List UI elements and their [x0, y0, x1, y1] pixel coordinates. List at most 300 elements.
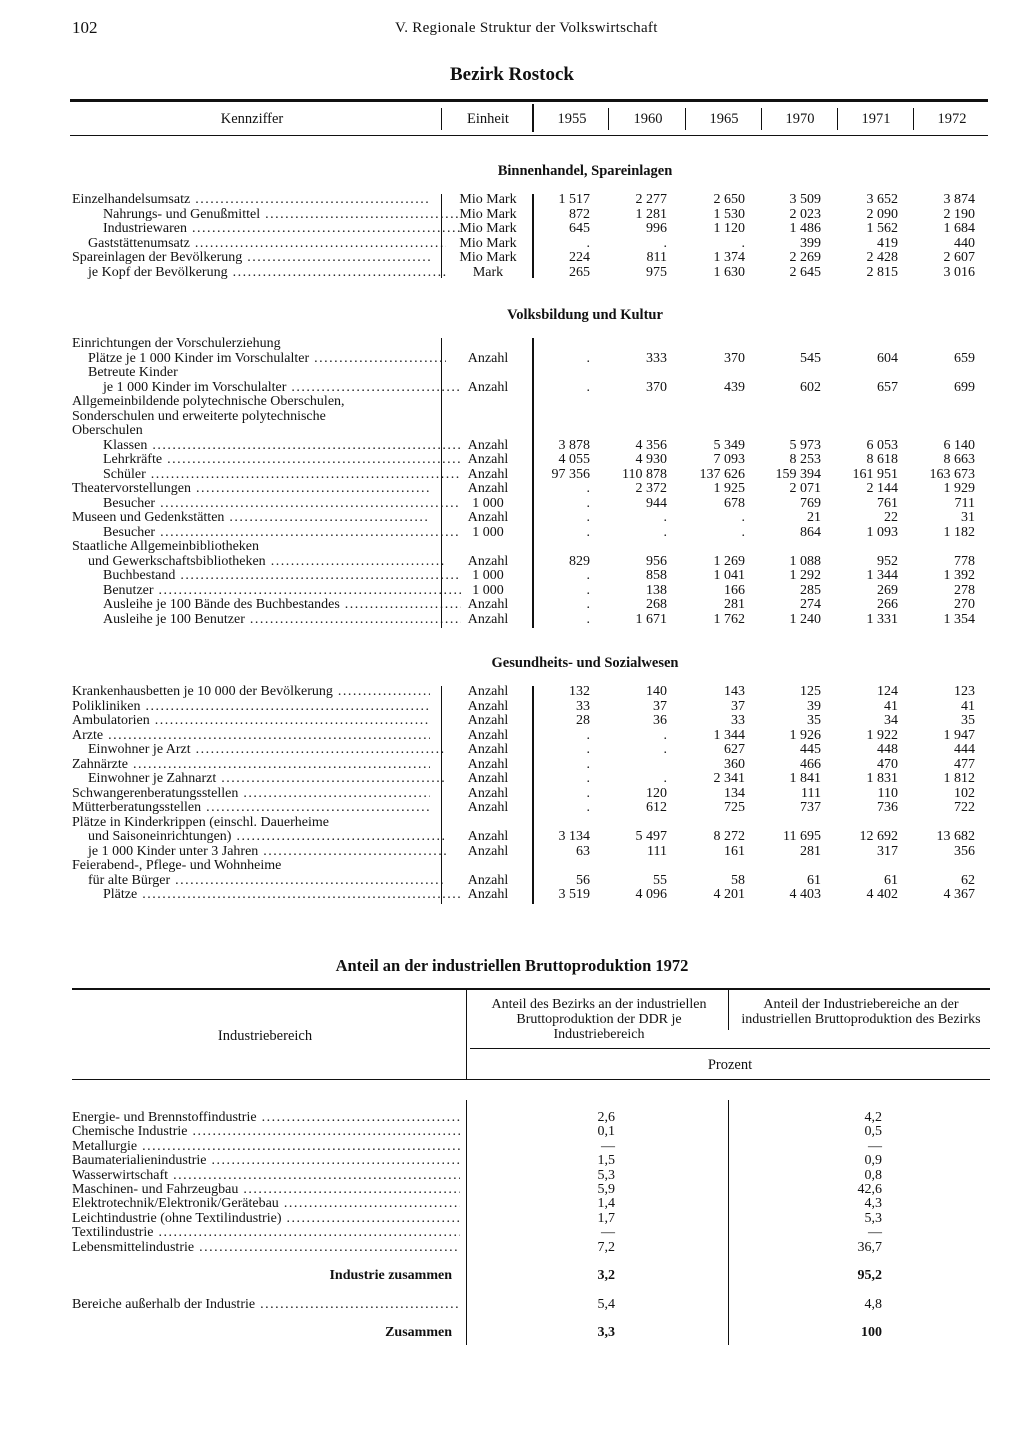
table-row	[0, 874, 1024, 889]
row-value: 1 530	[713, 206, 745, 222]
row-value: .	[663, 727, 667, 743]
table-row	[0, 453, 1024, 468]
header-1965: 1965	[709, 111, 739, 127]
row-value: 110	[877, 785, 898, 801]
table-row	[0, 613, 1024, 628]
row-value-a: 5,3	[597, 1167, 615, 1183]
row-value: 120	[646, 785, 667, 801]
table-row	[0, 888, 1024, 903]
table-row	[0, 540, 1024, 555]
header-divider	[685, 108, 686, 130]
row-label: Zahnärzte .....	[72, 758, 430, 773]
row-value: 61	[807, 872, 821, 888]
row-value: .	[663, 235, 667, 251]
row-value: 5 973	[789, 437, 821, 453]
row-value: .	[586, 481, 590, 496]
row-value: 3 652	[866, 192, 898, 207]
row-label: Mütterberatungsstellen .....	[72, 801, 430, 816]
table-row	[0, 685, 1024, 700]
row-value: 1 926	[789, 727, 821, 743]
row-unit: Anzahl	[467, 887, 509, 902]
row-value: 1 344	[866, 568, 898, 583]
row-value: 477	[954, 756, 975, 772]
row-value-a: 2,6	[597, 1110, 615, 1125]
row-unit: Anzahl	[467, 350, 509, 366]
row-label: Buchbestand .....	[72, 569, 461, 584]
row-value: 125	[800, 684, 821, 699]
row-value: 2 607	[943, 250, 975, 265]
row-value: 5 497	[635, 829, 667, 844]
row-label: Leichtindustrie (ohne Textilindustrie) .....	[72, 1212, 460, 1226]
row-unit: Anzahl	[467, 829, 509, 844]
row-value: 4 201	[713, 887, 745, 902]
row-value: 4 930	[635, 452, 667, 467]
table-row	[0, 714, 1024, 729]
row-value: 1 182	[943, 524, 975, 540]
row-value: 8 272	[713, 829, 745, 844]
row-unit: Anzahl	[467, 785, 509, 801]
table-row	[0, 266, 1024, 281]
table-row	[0, 1298, 1024, 1312]
row-value-b: —	[868, 1138, 882, 1154]
header-divider	[761, 108, 762, 130]
row-unit: Anzahl	[467, 742, 509, 757]
row-value: .	[586, 510, 590, 525]
row-value: .	[586, 611, 590, 627]
table2-top-rule	[72, 988, 990, 990]
table-row	[0, 772, 1024, 787]
row-value: 1 392	[943, 568, 975, 583]
row-value-b: 0,5	[864, 1124, 882, 1140]
row-value-b: 0,8	[864, 1167, 882, 1183]
table-row	[0, 1326, 1024, 1340]
row-value: 1 517	[558, 192, 590, 207]
table-row	[0, 1111, 1024, 1125]
row-value: 722	[954, 800, 975, 815]
row-label: Ausleihe je 100 Bände des Buchbestandes .....	[72, 598, 461, 613]
header-1970: 1970	[785, 111, 815, 127]
table-row	[0, 787, 1024, 802]
row-value: 699	[954, 379, 975, 395]
row-value: 470	[877, 756, 898, 772]
row-value: 317	[877, 843, 898, 859]
row-value: 123	[954, 684, 975, 699]
row-label: Oberschulen	[72, 424, 143, 438]
row-value-b: 36,7	[857, 1239, 882, 1255]
table-row	[0, 482, 1024, 497]
row-value: 268	[646, 597, 667, 612]
table-row	[0, 1140, 1024, 1154]
row-label: Elektrotechnik/Elektronik/Gerätebau .....	[72, 1197, 460, 1211]
row-value: 28	[576, 713, 590, 728]
row-value-a: 1,7	[597, 1210, 615, 1226]
row-label: Energie- und Brennstoffindustrie .....	[72, 1111, 460, 1125]
row-label: Sonderschulen und erweiterte polytechnische	[72, 409, 326, 424]
row-label: Nahrungs- und Genußmittel .....	[72, 208, 461, 223]
row-value-a: 3,3	[597, 1325, 615, 1340]
row-label: Staatliche Allgemeinbibliotheken	[72, 540, 260, 554]
row-unit: Anzahl	[467, 379, 509, 395]
row-value: .	[586, 742, 590, 757]
table1-top-rule	[70, 99, 988, 102]
row-value: 1 331	[866, 611, 898, 627]
row-value: 11 695	[783, 829, 821, 844]
row-value: 138	[646, 582, 667, 598]
row-value: 439	[724, 379, 745, 395]
row-value: 1 947	[943, 727, 975, 743]
row-value-b: 0,9	[864, 1153, 882, 1169]
row-value: 612	[646, 800, 667, 815]
row-value: 333	[646, 350, 667, 366]
row-unit: Anzahl	[467, 872, 509, 888]
row-value: 1 812	[943, 771, 975, 786]
row-value: 1 929	[943, 481, 975, 496]
row-value-b: 100	[861, 1325, 882, 1340]
row-unit: Mio Mark	[459, 221, 517, 236]
header-divider	[441, 108, 442, 130]
row-value: 356	[954, 843, 975, 859]
row-value: 2 341	[713, 771, 745, 786]
section-title-volksbildung: Volksbildung und Kultur	[507, 307, 663, 323]
row-value: 281	[724, 597, 745, 612]
row-unit: Anzahl	[467, 510, 509, 525]
row-label: Industrie zusammen	[329, 1269, 452, 1283]
row-value: 2 372	[635, 481, 667, 496]
row-unit: Anzahl	[467, 452, 509, 467]
row-value: 161 951	[852, 466, 898, 482]
row-unit: Anzahl	[467, 800, 509, 815]
row-value: 5 349	[713, 437, 745, 453]
row-value: 1 120	[713, 221, 745, 236]
row-value-a: —	[601, 1225, 615, 1241]
row-value: 6 140	[943, 437, 975, 453]
row-value-a: 0,1	[597, 1124, 615, 1140]
row-value: 3 874	[943, 192, 975, 207]
row-value: .	[586, 800, 590, 815]
row-value: 132	[569, 684, 590, 699]
row-value: 645	[569, 221, 590, 236]
row-label: und Saisoneinrichtungen) .....	[72, 830, 446, 845]
row-value: 2 277	[635, 192, 667, 207]
row-label: Metallurgie .....	[72, 1140, 460, 1154]
row-value-a: 5,4	[597, 1297, 615, 1312]
table-row	[0, 352, 1024, 367]
row-label: Polikliniken .....	[72, 700, 430, 715]
section-binnenhandel-rows	[0, 193, 1024, 280]
table-row	[0, 859, 1024, 874]
table2-other	[0, 1298, 1024, 1312]
row-label: Feierabend-, Pflege- und Wohnheime	[72, 859, 282, 873]
row-value: 143	[724, 684, 745, 699]
row-unit: Mio Mark	[459, 250, 517, 265]
table-row	[0, 555, 1024, 570]
row-unit: Anzahl	[467, 843, 509, 859]
row-value-b: 4,3	[864, 1196, 882, 1212]
row-value: 35	[961, 713, 975, 728]
row-value: 1 269	[713, 553, 745, 569]
row-value: 2 144	[866, 481, 898, 496]
row-value: 36	[653, 713, 667, 728]
row-value: 137 626	[699, 466, 745, 482]
column-divider	[532, 686, 534, 904]
table2-rows	[0, 1111, 1024, 1255]
header-divider	[608, 108, 609, 130]
row-value: 2 190	[943, 206, 975, 222]
row-value: 769	[800, 495, 821, 511]
row-value: 7 093	[713, 452, 745, 467]
row-label: Schüler .....	[72, 468, 461, 483]
row-value: 124	[877, 684, 898, 699]
row-value-a: 1,5	[597, 1153, 615, 1169]
row-label: Betreute Kinder	[88, 366, 178, 380]
table-row	[0, 584, 1024, 599]
row-label: Baumaterialienindustrie .....	[72, 1154, 460, 1168]
row-unit: Anzahl	[467, 553, 509, 569]
row-value: 35	[807, 713, 821, 728]
row-unit: Anzahl	[467, 771, 509, 786]
table1-header-rule	[70, 135, 988, 136]
row-value: 62	[961, 872, 975, 888]
row-value: 1 630	[713, 264, 745, 280]
row-value: .	[741, 510, 745, 525]
row-value: 448	[877, 742, 898, 757]
row-value: 678	[724, 495, 745, 511]
row-value: 41	[884, 698, 898, 714]
row-value: 4 096	[635, 887, 667, 902]
row-label: Einzelhandelsumsatz .....	[72, 193, 430, 208]
row-label: Klassen .....	[72, 439, 461, 454]
header-1955: 1955	[557, 111, 587, 127]
table-row	[0, 801, 1024, 816]
row-value: 2 090	[866, 206, 898, 222]
table-row	[0, 1197, 1024, 1211]
table-row	[0, 395, 1024, 410]
row-label: für alte Bürger .....	[72, 874, 446, 889]
row-value: .	[663, 742, 667, 757]
row-value: 111	[647, 843, 667, 859]
row-value: 2 428	[866, 250, 898, 265]
row-value: .	[741, 235, 745, 251]
row-value: 811	[646, 250, 667, 265]
row-label: Maschinen- und Fahrzeugbau .....	[72, 1183, 460, 1197]
row-label: Museen und Gedenkstätten .....	[72, 511, 430, 526]
row-value: 3 519	[558, 887, 590, 902]
row-value: 872	[569, 206, 590, 222]
table-row	[0, 700, 1024, 715]
row-label: Industriewaren .....	[72, 222, 461, 237]
row-value: .	[586, 582, 590, 598]
row-value: 2 650	[713, 192, 745, 207]
row-unit: 1 000	[472, 582, 504, 598]
row-value: 33	[731, 713, 745, 728]
row-value: 419	[877, 235, 898, 251]
row-label: Besucher .....	[72, 526, 461, 541]
row-label: Ambulatorien .....	[72, 714, 430, 729]
row-label: Besucher .....	[72, 497, 461, 512]
table-row	[0, 381, 1024, 396]
row-label: Gaststättenumsatz .....	[72, 237, 446, 252]
table-row	[0, 222, 1024, 237]
row-label: Wasserwirtschaft .....	[72, 1169, 460, 1183]
table-row	[0, 1183, 1024, 1197]
table2-subtotal	[0, 1269, 1024, 1283]
row-value: 399	[800, 235, 821, 251]
row-unit: Anzahl	[467, 727, 509, 743]
row-value: 1 088	[789, 553, 821, 569]
row-value: .	[586, 727, 590, 743]
row-value: 952	[877, 553, 898, 569]
row-value-a: 7,2	[597, 1239, 615, 1255]
table-row	[0, 845, 1024, 860]
row-value: 102	[954, 785, 975, 801]
row-value: 545	[800, 350, 821, 366]
row-value: 445	[800, 742, 821, 757]
table-row	[0, 743, 1024, 758]
row-value: 370	[724, 350, 745, 366]
column-divider	[441, 686, 442, 904]
row-value-b: 42,6	[857, 1181, 882, 1197]
row-label: je 1 000 Kinder im Vorschulalter .....	[72, 381, 461, 396]
table-row	[0, 337, 1024, 352]
row-value: 110 878	[622, 466, 667, 482]
row-value: 266	[877, 597, 898, 612]
row-label: Einwohner je Arzt .....	[72, 743, 446, 758]
row-value: 1 671	[635, 611, 667, 627]
row-label: Spareinlagen der Bevölkerung .....	[72, 251, 430, 266]
row-value: 1 041	[713, 568, 745, 583]
row-label: Textilindustrie .....	[72, 1226, 460, 1240]
row-value: 3 509	[789, 192, 821, 207]
section-title-binnenhandel: Binnenhandel, Spareinlagen	[497, 163, 673, 179]
row-label: Allgemeinbildende polytechnische Oberschulen,	[72, 395, 345, 409]
row-value: 2 023	[789, 206, 821, 222]
row-value: 111	[801, 785, 821, 801]
row-value: 1 841	[789, 771, 821, 786]
table-row	[0, 1269, 1024, 1283]
header-1960: 1960	[633, 111, 663, 127]
row-value: 659	[954, 350, 975, 366]
table-row	[0, 1226, 1024, 1240]
row-unit: Anzahl	[467, 713, 509, 728]
row-unit: Mark	[472, 264, 504, 280]
table2-header-rule	[72, 1079, 990, 1080]
table2-header-industriebereich: Industriebereich	[217, 1028, 313, 1044]
row-value: 13 682	[936, 829, 975, 844]
row-value-a: 5,9	[597, 1181, 615, 1197]
row-value: 1 486	[789, 221, 821, 236]
row-value: 3 134	[558, 829, 590, 844]
row-unit: Anzahl	[467, 756, 509, 772]
row-value: 466	[800, 756, 821, 772]
row-value: 1 562	[866, 221, 898, 236]
row-value: 1 292	[789, 568, 821, 583]
header-kennziffer: Kennziffer	[220, 111, 284, 127]
row-value: 159 394	[775, 466, 821, 482]
row-value-a: 3,2	[597, 1268, 615, 1283]
row-value: 4 403	[789, 887, 821, 902]
row-value-a: —	[601, 1138, 615, 1154]
row-value: .	[586, 597, 590, 612]
row-value: .	[663, 524, 667, 540]
row-value: 22	[884, 510, 898, 525]
row-value: 1 684	[943, 221, 975, 236]
table-row	[0, 1125, 1024, 1139]
row-value: 37	[731, 698, 745, 714]
table2-divider	[466, 1049, 467, 1080]
row-value: 224	[569, 250, 590, 265]
page-title: Bezirk Rostock	[449, 64, 574, 85]
row-label: und Gewerkschaftsbibliotheken .....	[72, 555, 446, 570]
row-unit: Mio Mark	[459, 235, 517, 251]
row-label: Chemische Industrie .....	[72, 1125, 460, 1139]
table2-header-col-b: Anteil der Industriebereiche an der industriellen Bruttoproduktion des Bezirks	[741, 997, 981, 1027]
row-value: 34	[884, 713, 898, 728]
table-row	[0, 1241, 1024, 1255]
row-value: 166	[724, 582, 745, 598]
row-value: 21	[807, 510, 821, 525]
row-value: .	[586, 771, 590, 786]
row-unit: Anzahl	[467, 466, 509, 482]
row-value: 604	[877, 350, 898, 366]
row-label: Zusammen	[385, 1326, 452, 1340]
section-gesundheit-rows	[0, 685, 1024, 903]
row-value: 1 093	[866, 524, 898, 540]
row-value: 1 831	[866, 771, 898, 786]
table-row	[0, 511, 1024, 526]
table2-total	[0, 1326, 1024, 1340]
row-unit: Mio Mark	[459, 192, 517, 207]
row-value: 1 344	[713, 727, 745, 743]
section-title-gesundheit: Gesundheits- und Sozialwesen	[491, 655, 679, 671]
row-value: 285	[800, 582, 821, 598]
row-value: 1 374	[713, 250, 745, 265]
row-value: .	[741, 524, 745, 540]
row-value: 761	[877, 495, 898, 511]
row-value: 31	[961, 510, 975, 525]
row-value: 55	[653, 872, 667, 888]
row-value: .	[663, 510, 667, 525]
row-value: 41	[961, 698, 975, 714]
table-row	[0, 526, 1024, 541]
row-label: Benutzer .....	[72, 584, 461, 599]
row-value: 4 402	[866, 887, 898, 902]
table-row	[0, 439, 1024, 454]
row-value: 33	[576, 698, 590, 714]
table-row	[0, 729, 1024, 744]
row-value: 440	[954, 235, 975, 251]
row-value: 657	[877, 379, 898, 395]
row-value: 6 053	[866, 437, 898, 453]
column-divider	[532, 194, 534, 278]
row-value: 975	[646, 264, 667, 280]
row-value: 1 925	[713, 481, 745, 496]
row-value: 134	[724, 785, 745, 801]
row-value-b: 4,8	[864, 1297, 882, 1312]
header-divider	[532, 104, 534, 132]
table-row	[0, 497, 1024, 512]
row-label: Lehrkräfte .....	[72, 453, 461, 468]
row-label: Schwangerenberatungsstellen .....	[72, 787, 430, 802]
row-value: 3 878	[558, 437, 590, 453]
row-value: 12 692	[859, 829, 898, 844]
row-value: 996	[646, 221, 667, 236]
row-label: Theatervorstellungen .....	[72, 482, 430, 497]
row-value: 1 762	[713, 611, 745, 627]
table-row	[0, 758, 1024, 773]
table2-title: Anteil an der industriellen Bruttoproduktion 1972	[335, 956, 689, 975]
row-label: je 1 000 Kinder unter 3 Jahren .....	[72, 845, 446, 860]
table2-mid-rule	[470, 1048, 990, 1049]
